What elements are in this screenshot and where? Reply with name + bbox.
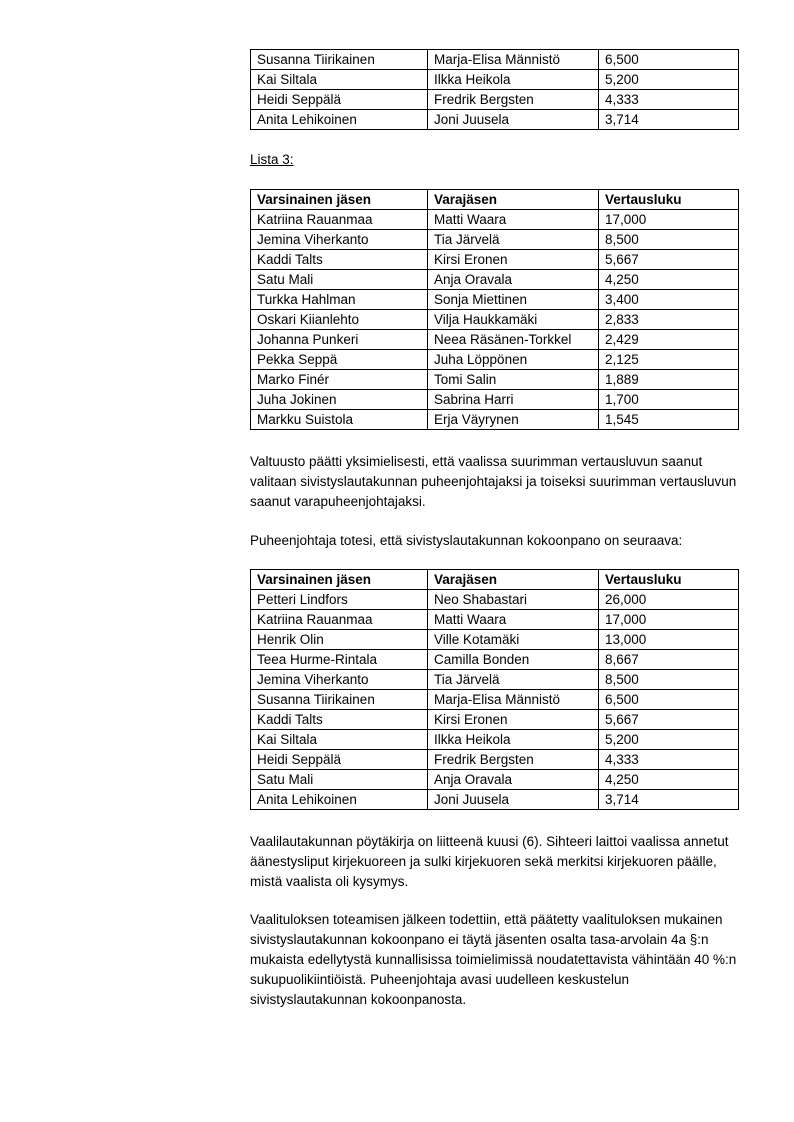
comparison-number-cell: 4,333 (599, 750, 739, 770)
list-3-heading: Lista 3: (250, 152, 294, 167)
member-cell: Heidi Seppälä (251, 90, 428, 110)
comparison-number-cell: 1,700 (599, 390, 739, 410)
list-3-table (250, 189, 739, 430)
comparison-number-cell: 1,889 (599, 370, 739, 390)
table-row (251, 330, 739, 350)
comparison-number-cell: 26,000 (599, 590, 739, 610)
member-cell: Johanna Punkeri (251, 330, 428, 350)
comparison-number-cell: 8,500 (599, 670, 739, 690)
table-row (251, 250, 739, 270)
deputy-cell: Kirsi Eronen (428, 250, 599, 270)
member-cell: Juha Jokinen (251, 390, 428, 410)
table-row (251, 630, 739, 650)
deputy-cell: Marja-Elisa Männistö (428, 690, 599, 710)
gender-quota-paragraph: Vaalituloksen toteamisen jälkeen todettiin, että päätetty vaalituloksen mukainen sivistyslautakunnan kokoonpano ei täytä jäsenten osalta tasa-arvolain 4a §:n mukaista edellytystä kunnallisissa toimielimissä noudatettavista vähintään 40 %:n sukupuolikiintiöistä. Puheenjohtaja avasi uudelleen keskustelun sivistyslautakunnan kokoonpanosta. (250, 912, 737, 1007)
deputy-cell: Neea Räsänen-Torkkel (428, 330, 599, 350)
deputy-cell: Marja-Elisa Männistö (428, 50, 599, 70)
deputy-cell: Anja Oravala (428, 770, 599, 790)
member-cell: Markku Suistola (251, 410, 428, 430)
member-cell: Marko Finér (251, 370, 428, 390)
comparison-number-cell: 5,667 (599, 710, 739, 730)
header-deputy: Varajäsen (428, 570, 599, 590)
comparison-number-cell: 4,333 (599, 90, 739, 110)
member-cell: Henrik Olin (251, 630, 428, 650)
table-row (251, 350, 739, 370)
decision-paragraph: Valtuusto päätti yksimielisesti, että vaalissa suurimman vertausluvun saanut valitaan sivistyslautakunnan puheenjohtajaksi ja toiseksi suurimman vertausluvun saanut varapuheenjohtajaksi. (250, 454, 737, 509)
member-cell: Kai Siltala (251, 730, 428, 750)
comparison-number-cell: 13,000 (599, 630, 739, 650)
comparison-number-cell: 6,500 (599, 50, 739, 70)
table-row (251, 50, 739, 70)
member-cell: Kaddi Talts (251, 250, 428, 270)
header-comparison-number: Vertausluku (599, 190, 739, 210)
member-cell: Teea Hurme-Rintala (251, 650, 428, 670)
table-row (251, 710, 739, 730)
deputy-cell: Fredrik Bergsten (428, 90, 599, 110)
comparison-number-cell: 2,429 (599, 330, 739, 350)
header-deputy: Varajäsen (428, 190, 599, 210)
deputy-cell: Ilkka Heikola (428, 730, 599, 750)
deputy-cell: Tia Järvelä (428, 670, 599, 690)
member-cell: Susanna Tiirikainen (251, 50, 428, 70)
member-cell: Katriina Rauanmaa (251, 210, 428, 230)
comparison-number-cell: 8,500 (599, 230, 739, 250)
deputy-cell: Ilkka Heikola (428, 70, 599, 90)
table-header-row (251, 570, 739, 590)
table-body (251, 590, 739, 810)
committee-composition-table (250, 569, 739, 810)
table-row (251, 70, 739, 90)
previous-list-table-continuation (250, 49, 739, 130)
member-cell: Kai Siltala (251, 70, 428, 90)
comparison-number-cell: 6,500 (599, 690, 739, 710)
deputy-cell: Tomi Salin (428, 370, 599, 390)
comparison-number-cell: 4,250 (599, 770, 739, 790)
deputy-cell: Sabrina Harri (428, 390, 599, 410)
comparison-number-cell: 2,833 (599, 310, 739, 330)
header-comparison-number: Vertausluku (599, 570, 739, 590)
table-row (251, 310, 739, 330)
table-row (251, 750, 739, 770)
comparison-number-cell: 3,400 (599, 290, 739, 310)
deputy-cell: Juha Löppönen (428, 350, 599, 370)
member-cell: Anita Lehikoinen (251, 790, 428, 810)
comparison-number-cell: 17,000 (599, 210, 739, 230)
member-cell: Jemina Viherkanto (251, 670, 428, 690)
table-header-row (251, 190, 739, 210)
table-row (251, 790, 739, 810)
comparison-number-cell: 17,000 (599, 610, 739, 630)
table-row (251, 230, 739, 250)
comparison-number-cell: 2,125 (599, 350, 739, 370)
table-body (251, 210, 739, 430)
composition-intro-paragraph: Puheenjohtaja totesi, että sivistyslautakunnan kokoonpano on seuraava: (250, 533, 683, 548)
table-row (251, 610, 739, 630)
comparison-number-cell: 3,714 (599, 790, 739, 810)
deputy-cell: Neo Shabastari (428, 590, 599, 610)
table-row (251, 90, 739, 110)
member-cell: Heidi Seppälä (251, 750, 428, 770)
header-member: Varsinainen jäsen (251, 570, 428, 590)
member-cell: Satu Mali (251, 770, 428, 790)
table-row (251, 390, 739, 410)
comparison-number-cell: 1,545 (599, 410, 739, 430)
table-row (251, 270, 739, 290)
member-cell: Satu Mali (251, 270, 428, 290)
deputy-cell: Joni Juusela (428, 110, 599, 130)
comparison-number-cell: 5,200 (599, 730, 739, 750)
comparison-number-cell: 5,667 (599, 250, 739, 270)
deputy-cell: Tia Järvelä (428, 230, 599, 250)
member-cell: Petteri Lindfors (251, 590, 428, 610)
deputy-cell: Matti Waara (428, 210, 599, 230)
table-row (251, 770, 739, 790)
member-cell: Pekka Seppä (251, 350, 428, 370)
table-body (251, 50, 739, 130)
deputy-cell: Fredrik Bergsten (428, 750, 599, 770)
comparison-number-cell: 8,667 (599, 650, 739, 670)
table-row (251, 370, 739, 390)
comparison-number-cell: 5,200 (599, 70, 739, 90)
deputy-cell: Matti Waara (428, 610, 599, 630)
comparison-number-cell: 4,250 (599, 270, 739, 290)
table-row (251, 690, 739, 710)
deputy-cell: Sonja Miettinen (428, 290, 599, 310)
member-cell: Susanna Tiirikainen (251, 690, 428, 710)
minutes-paragraph: Vaalilautakunnan pöytäkirja on liitteenä kuusi (6). Sihteeri laittoi vaalissa annetut äänestysliput kirjekuoreen ja sulki kirjekuoren sekä merkitsi kirjekuoren päälle, mistä vaalista oli kysymys. (250, 834, 729, 889)
table-row (251, 210, 739, 230)
deputy-cell: Kirsi Eronen (428, 710, 599, 730)
table-row (251, 110, 739, 130)
member-cell: Jemina Viherkanto (251, 230, 428, 250)
deputy-cell: Vilja Haukkamäki (428, 310, 599, 330)
table-row (251, 590, 739, 610)
deputy-cell: Ville Kotamäki (428, 630, 599, 650)
member-cell: Kaddi Talts (251, 710, 428, 730)
table-row (251, 650, 739, 670)
deputy-cell: Joni Juusela (428, 790, 599, 810)
deputy-cell: Camilla Bonden (428, 650, 599, 670)
member-cell: Anita Lehikoinen (251, 110, 428, 130)
member-cell: Katriina Rauanmaa (251, 610, 428, 630)
deputy-cell: Erja Väyrynen (428, 410, 599, 430)
deputy-cell: Anja Oravala (428, 270, 599, 290)
header-member: Varsinainen jäsen (251, 190, 428, 210)
table-row (251, 670, 739, 690)
table-row (251, 290, 739, 310)
member-cell: Turkka Hahlman (251, 290, 428, 310)
comparison-number-cell: 3,714 (599, 110, 739, 130)
member-cell: Oskari Kiianlehto (251, 310, 428, 330)
table-row (251, 410, 739, 430)
table-row (251, 730, 739, 750)
